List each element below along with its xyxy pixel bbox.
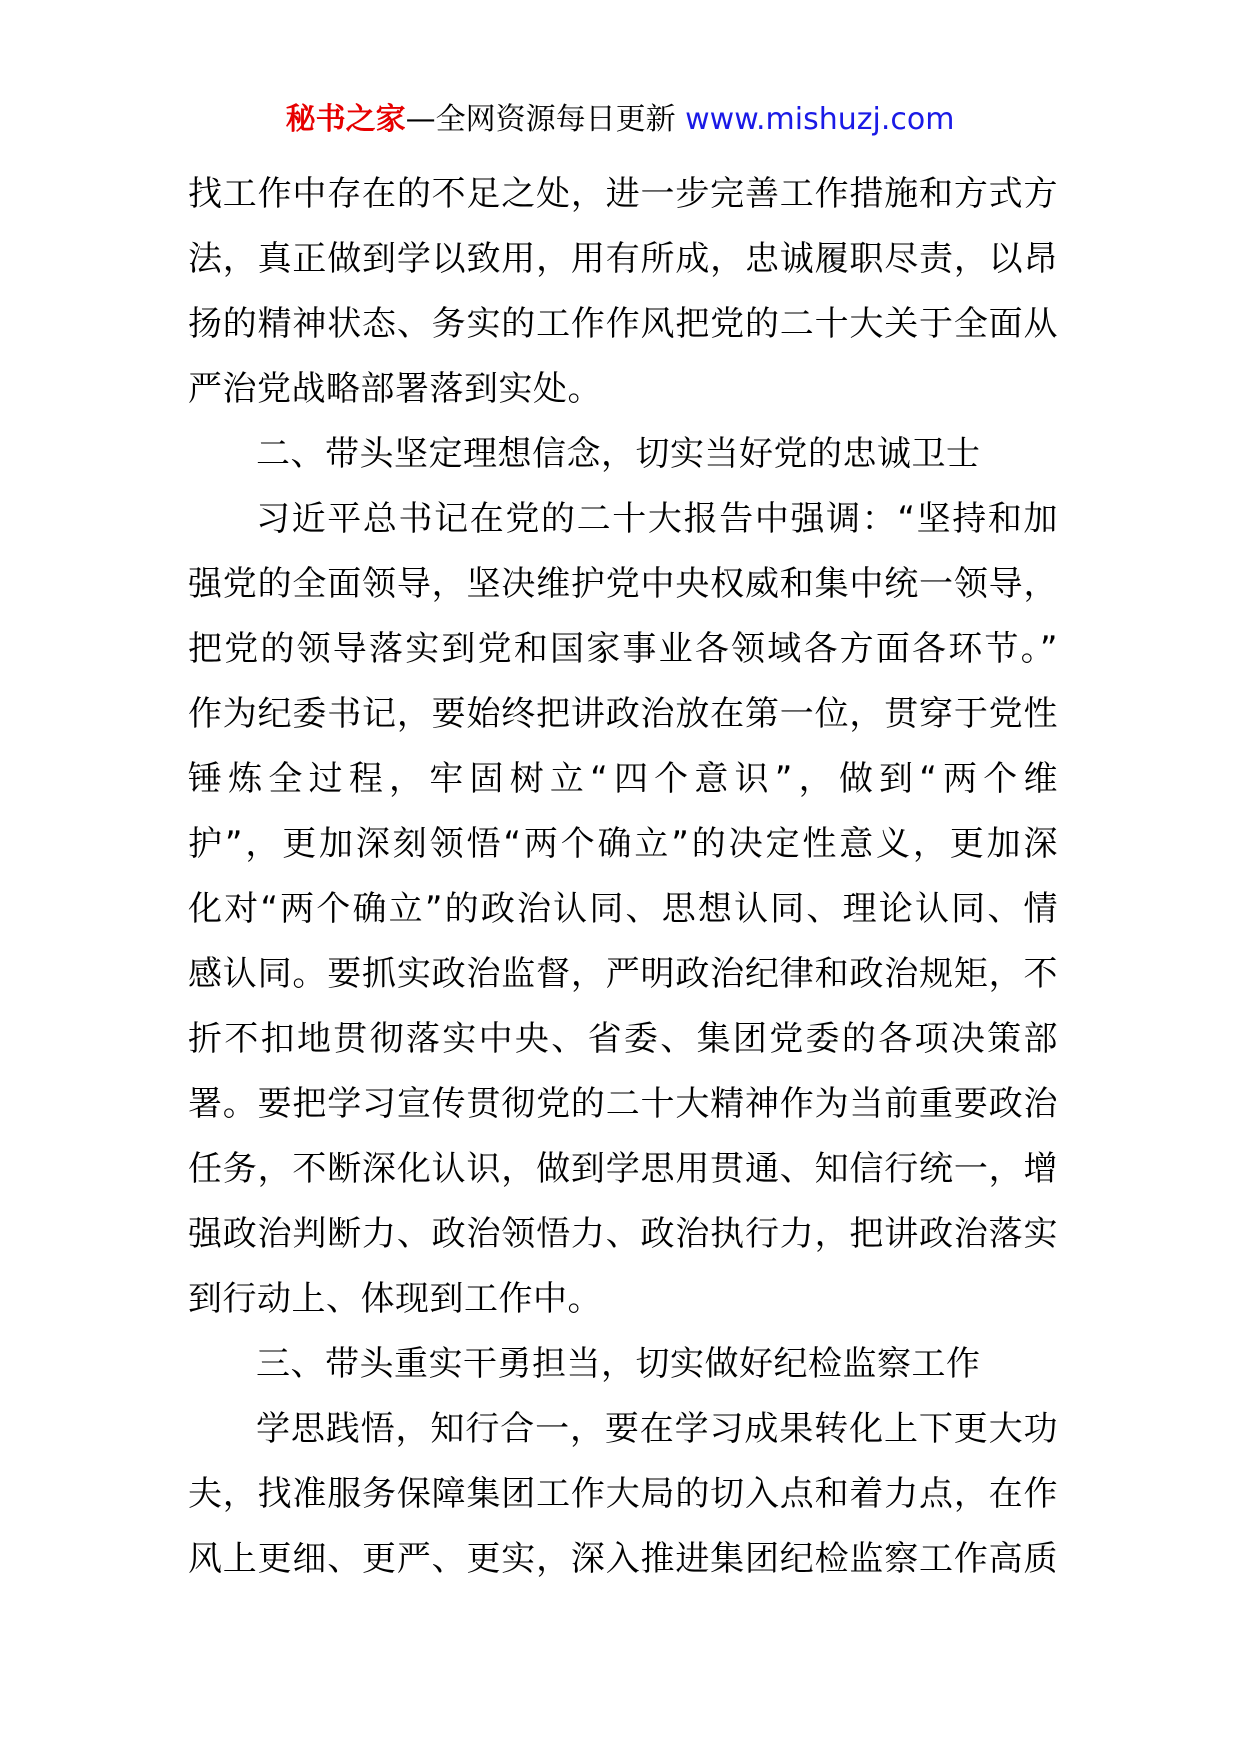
text-line: 习近平总书记在党的二十大报告中强调：“坚持和加 xyxy=(256,499,1058,539)
text-line: 感认同。要抓实政治监督，严明政治纪律和政治规矩，不 xyxy=(188,954,1058,994)
text-line: 风上更细、更严、更实，深入推进集团纪检监察工作高质 xyxy=(188,1539,1058,1579)
site-header xyxy=(0,100,1240,140)
text-line: 锤炼全过程，牢固树立“四个意识”，做到“两个维 xyxy=(188,759,1058,799)
text-line: 作为纪委书记，要始终把讲政治放在第一位，贯穿于党性 xyxy=(188,694,1058,734)
text-line: 夫，找准服务保障集团工作大局的切入点和着力点，在作 xyxy=(188,1474,1058,1514)
text-line: 署。要把学习宣传贯彻党的二十大精神作为当前重要政治 xyxy=(188,1084,1058,1124)
section-heading: 二、带头坚定理想信念，切实当好党的忠诚卫士 xyxy=(256,434,981,474)
text-line: 强党的全面领导，坚决维护党中央权威和集中统一领导， xyxy=(188,564,1058,604)
site-tagline: —全网资源每日更新 xyxy=(405,102,676,137)
site-brand: 秘书之家 xyxy=(285,102,406,137)
text-line: 任务，不断深化认识，做到学思用贯通、知信行统一，增 xyxy=(188,1149,1058,1189)
text-line: 强政治判断力、政治领悟力、政治执行力，把讲政治落实 xyxy=(188,1214,1058,1254)
site-url-link[interactable]: www.mishuzj.com xyxy=(685,102,955,137)
text-line: 扬的精神状态、务实的工作作风把党的二十大关于全面从 xyxy=(188,304,1058,344)
text-line: 找工作中存在的不足之处，进一步完善工作措施和方式方 xyxy=(188,174,1058,214)
text-line: 法，真正做到学以致用，用有所成，忠诚履职尽责，以昂 xyxy=(188,239,1058,279)
document-body xyxy=(188,162,1058,1592)
text-line: 到行动上、体现到工作中。 xyxy=(188,1279,602,1319)
text-line: 学思践悟，知行合一，要在学习成果转化上下更大功 xyxy=(256,1409,1058,1449)
text-line: 护”，更加深刻领悟“两个确立”的决定性意义，更加深 xyxy=(188,824,1058,864)
text-line: 严治党战略部署落到实处。 xyxy=(188,369,602,409)
text-line: 把党的领导落实到党和国家事业各领域各方面各环节。” xyxy=(188,629,1058,669)
text-line: 折不扣地贯彻落实中央、省委、集团党委的各项决策部 xyxy=(188,1019,1058,1059)
section-heading: 三、带头重实干勇担当，切实做好纪检监察工作 xyxy=(256,1344,981,1384)
text-line: 化对“两个确立”的政治认同、思想认同、理论认同、情 xyxy=(188,889,1058,929)
